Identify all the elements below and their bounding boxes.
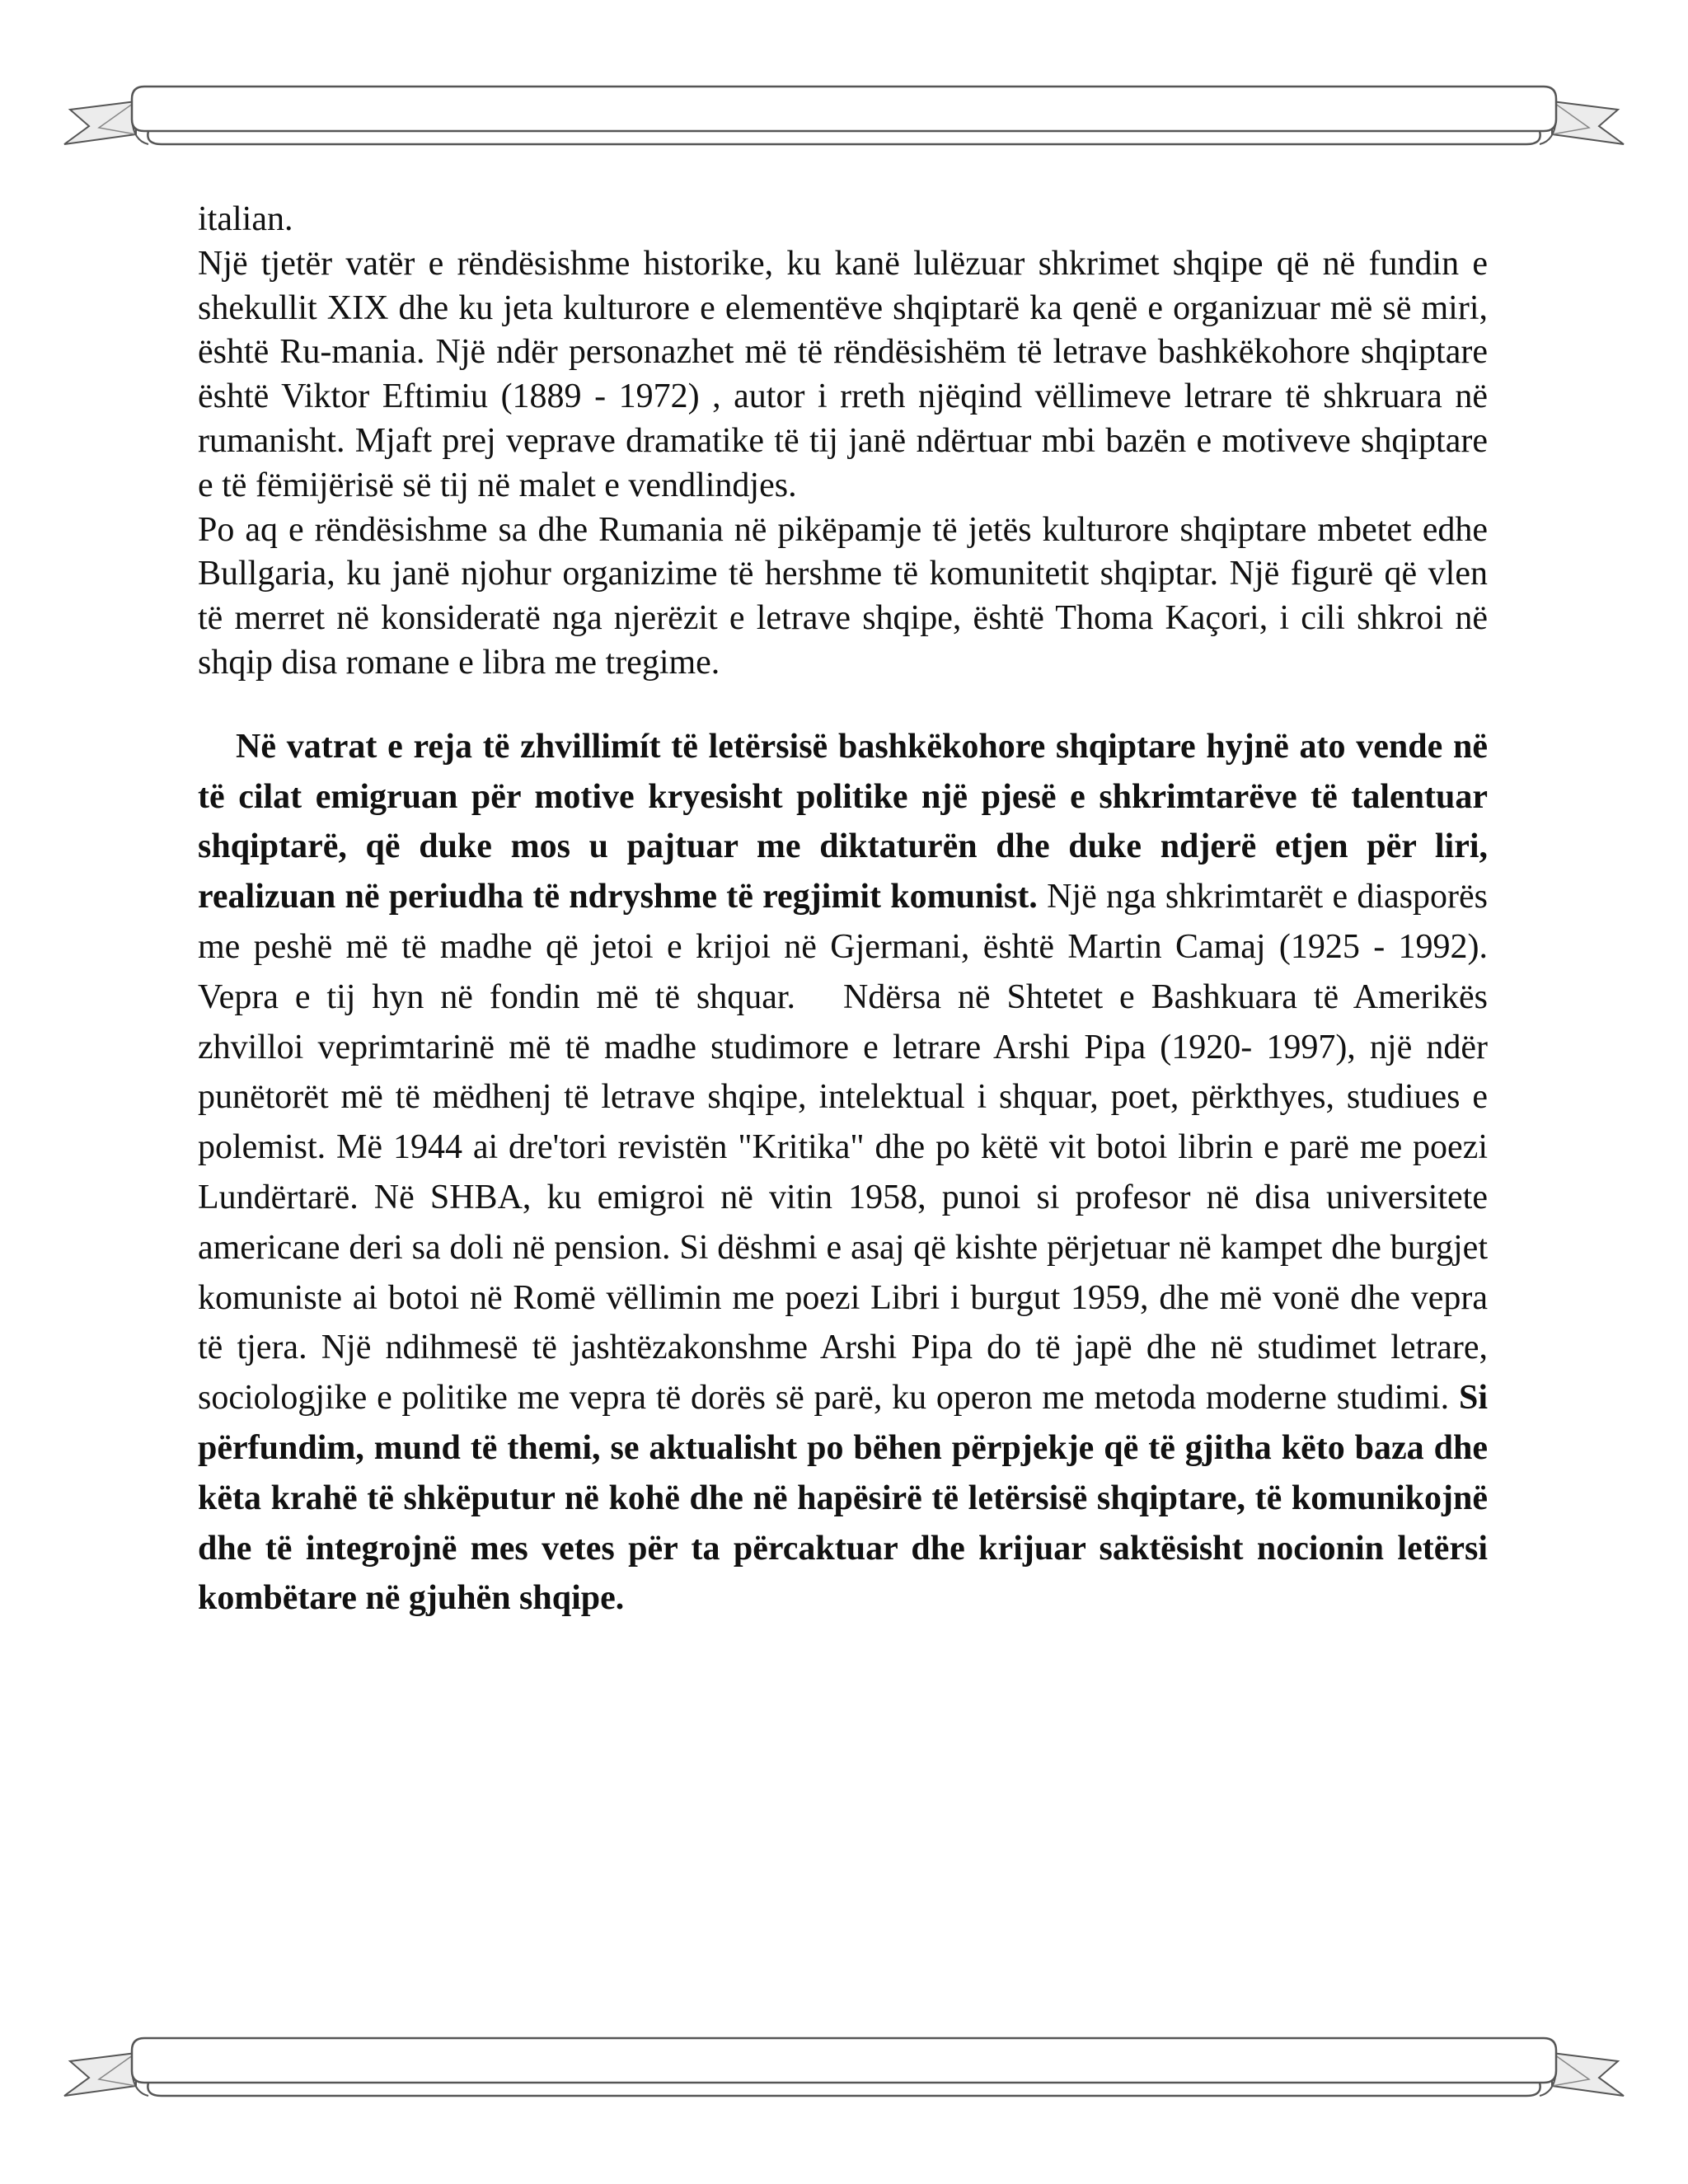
paragraph-bulgaria: Po aq e rëndësishme sa dhe Rumania në pikëpamje të jetës kulturore shqiptare mbetet edhe Bullgaria, ku janë njohur organizime të hershme të komunitetit shqiptar. Një figurë që vlen të merret në konsideratë nga njerëzit e letrave shqipe, është Thoma Kaçori, i cili shkroi në shqip disa romane e libra me tregime.: [198, 510, 1488, 682]
bold-intro-text: Në vatrat e reja të zhvillimít të letërsisë bashkëkohore shqiptare hyjnë ato vende në të cilat emigruan për motive kryesisht politike një pjesë e shkrimtarëve të talentuar shqiptarë, që duke mos u pajtuar me diktaturën dhe duke ndjerë etjen për liri, realizuan në periudha të ndryshme të regjimit komunist.: [198, 727, 1488, 916]
text-line-continuation: italian.: [198, 200, 293, 238]
scroll-banner-icon: [0, 2030, 1688, 2112]
paragraph-camaj: Një nga shkrimtarët e diasporës me peshë më të madhe që jetoi e krijoi në Gjermani, është Martin Camaj (1925 - 1992). Vepra e tij hyn në fondin më të shquar.: [198, 878, 1488, 1016]
header-scroll-banner: [0, 78, 1688, 161]
document-body: [198, 198, 1488, 1624]
bold-conclusion-text: Si përfundim, mund të themi, se aktualisht po bëhen përpjekje që të gjitha këto baza dhe këta krahë të shkëputur në kohë dhe në hapësirë të letërsisë shqiptare, të komunikojnë dhe të integrojnë mes vetes për ta përcaktuar dhe krijuar saktësisht nocionin letërsi kombëtare në gjuhën shqipe.: [198, 1379, 1489, 1618]
footer-scroll-banner: [0, 2030, 1688, 2112]
paragraph-block-1: [198, 198, 1488, 686]
paragraph-romania: Një tjetër vatër e rëndësishme historike, ku kanë lulëzuar shkrimet shqipe që në fundin e shekullit XIX dhe ku jeta kulturore e elementëve shqiptarë ka qenë e organizuar më së miri, është Ru-mania. Një ndër personazhet më të rëndësishëm të letrave bashkëkohore shqiptare është Viktor Eftimiu (1889 - 1972) , autor i rreth njëqind vëllimeve letrare të shkruara në rumanisht. Mjaft prej veprave dramatike të tij janë ndërtuar mbi bazën e motiveve shqiptare e të fëmijërisë së tij në malet e vendlindjes.: [198, 244, 1488, 504]
paragraph-block-2: [198, 722, 1488, 1624]
paragraph-pipa: Ndërsa në Shtetet e Bashkuara të Amerikës zhvilloi veprimtarinë më të madhe studimore e letrare Arshi Pipa (1920- 1997), një ndër punëtorët më të mëdhenj të letrave shqipe, intelektual i shquar, poet, përkthyes, studiues e polemist. Më 1944 ai dre'tori revistën "Kritika" dhe po këtë vit botoi librin e parë me poezi Lundërtarë. Në SHBA, ku emigroi në vitin 1958, punoi si profesor në disa universitete americane deri sa doli në pension. Si dëshmi e asaj që kishte përjetuar në kampet dhe burgjet komuniste ai botoi në Romë vëllimin me poezi Libri i burgut 1959, dhe më vonë dhe vepra të tjera. Një ndihmesë të jashtëzakonshme Arshi Pipa do të japë dhe në studimet letrare, sociologjike e politike me vepra të dorës së parë, ku operon me metoda moderne studimi.: [198, 977, 1488, 1418]
scroll-banner-icon: [0, 78, 1688, 161]
paragraph-gap: [198, 686, 1488, 722]
